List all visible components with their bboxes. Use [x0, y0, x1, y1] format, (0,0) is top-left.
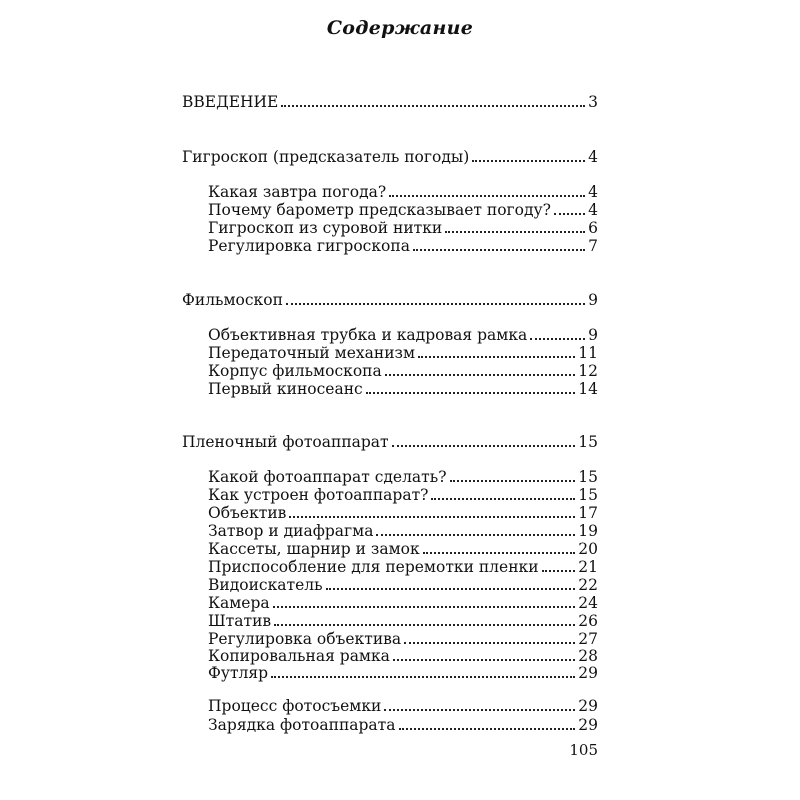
dot-leader [423, 552, 576, 554]
toc-subentry [208, 380, 598, 398]
toc-entry-label: Штатив [208, 612, 272, 630]
toc-entry-page: 29 [578, 664, 598, 682]
toc-entry-page: 6 [588, 219, 598, 237]
toc-entry-page: 9 [588, 291, 598, 309]
toc-subentry [208, 237, 598, 255]
toc-subentry [208, 716, 598, 734]
page-number: 105 [569, 741, 598, 759]
toc-subentry [208, 522, 598, 540]
toc-subentry [208, 664, 598, 682]
toc-subentry [208, 697, 598, 715]
toc-entry-page: 14 [578, 380, 598, 398]
dot-leader [542, 570, 576, 572]
toc-entry-label: Почему барометр предсказывает погоду? [208, 201, 551, 219]
toc-subentry [208, 183, 598, 201]
toc-entry-page: 7 [588, 237, 598, 255]
toc-entry-label: Процесс фотосъемки [208, 697, 382, 715]
page-title: Содержание [326, 17, 474, 39]
toc-entry-label: Какая завтра погода? [208, 183, 387, 201]
dot-leader [393, 659, 575, 661]
toc-entry-label: Гигроскоп из суровой нитки [208, 219, 443, 237]
dot-leader [554, 213, 585, 215]
toc-entry-film-camera [182, 433, 598, 451]
toc-entry-label: Регулировка гигроскопа [208, 237, 410, 255]
toc-entry-label: Затвор и диафрагма [208, 522, 374, 540]
toc-entry-page: 20 [578, 540, 598, 558]
toc-entry-page: 29 [578, 697, 598, 715]
dot-leader [389, 195, 585, 197]
toc-entry-page: 3 [588, 93, 598, 111]
toc-entry-page: 15 [578, 486, 598, 504]
toc-subentry [208, 504, 598, 522]
toc-entry-page: 26 [578, 612, 598, 630]
toc-subentry [208, 647, 598, 665]
dot-leader [450, 480, 576, 482]
dot-leader [418, 356, 575, 358]
toc-subentry [208, 576, 598, 594]
dot-leader [289, 516, 575, 518]
dot-leader [385, 374, 576, 376]
dot-leader [392, 445, 576, 447]
toc-entry-page: 11 [578, 344, 598, 362]
toc-subentry [208, 219, 598, 237]
toc-entry-label: ВВЕДЕНИЕ [182, 93, 279, 111]
toc-entry-label: Приспособление для перемотки пленки [208, 558, 539, 576]
toc-entry-page: 27 [578, 630, 598, 648]
toc-entry-page: 19 [578, 522, 598, 540]
toc-entry-page: 15 [578, 433, 598, 451]
toc-entry-label: Как устроен фотоаппарат? [208, 486, 429, 504]
dot-leader [286, 303, 585, 305]
toc-subentry [208, 594, 598, 612]
toc-entry-page: 22 [578, 576, 598, 594]
dot-leader [281, 105, 585, 107]
dot-leader [530, 338, 585, 340]
toc-entry-page: 21 [578, 558, 598, 576]
dot-leader [273, 606, 576, 608]
toc-entry-page: 4 [588, 201, 598, 219]
dot-leader [384, 709, 575, 711]
dot-leader [413, 249, 585, 251]
toc-entry-page: 29 [578, 716, 598, 734]
dot-leader [404, 642, 575, 644]
toc-subentry [208, 486, 598, 504]
toc-entry-label: Зарядка фотоаппарата [208, 716, 396, 734]
toc-entry-page: 17 [578, 504, 598, 522]
toc-subentry [208, 540, 598, 558]
toc-entry-label: Первый киносеанс [208, 380, 363, 398]
toc-entry-page: 12 [578, 362, 598, 380]
toc-entry-page: 28 [578, 647, 598, 665]
toc-subentry [208, 326, 598, 344]
toc-subentry [208, 468, 598, 486]
toc-entry-introduction [182, 93, 598, 111]
toc-entry-page: 24 [578, 594, 598, 612]
toc-entry-hygroscope [182, 148, 598, 166]
toc-subentry [208, 612, 598, 630]
toc-entry-label: Объектив [208, 504, 287, 522]
dot-leader [431, 498, 575, 500]
toc-entry-label: Футляр [208, 664, 269, 682]
dot-leader [376, 534, 575, 536]
toc-entry-filmoscope [182, 291, 598, 309]
toc-entry-label: Регулировка объектива [208, 630, 402, 648]
dot-leader [445, 231, 585, 233]
toc-subentry [208, 362, 598, 380]
dot-leader [274, 624, 575, 626]
toc-entry-label: Корпус фильмоскопа [208, 362, 382, 380]
toc-entry-label: Видоискатель [208, 576, 323, 594]
dot-leader [472, 160, 585, 162]
toc-subentry [208, 630, 598, 648]
toc-entry-label: Гигроскоп (предсказатель погоды) [182, 148, 470, 166]
toc-entry-label: Кассеты, шарнир и замок [208, 540, 420, 558]
dot-leader [366, 392, 576, 394]
toc-entry-label: Фильмоскоп [182, 291, 283, 309]
toc-entry-label: Какой фотоаппарат сделать? [208, 468, 447, 486]
toc-entry-page: 4 [588, 183, 598, 201]
toc-entry-page: 15 [578, 468, 598, 486]
dot-leader [271, 676, 575, 678]
toc-entry-label: Камера [208, 594, 270, 612]
toc-entry-label: Передаточный механизм [208, 344, 416, 362]
dot-leader [326, 588, 576, 590]
toc-subentry [208, 201, 598, 219]
toc-subentry [208, 558, 598, 576]
dot-leader [399, 728, 576, 730]
toc-entry-label: Копировальная рамка [208, 647, 390, 665]
toc-entry-page: 4 [588, 148, 598, 166]
toc-subentry [208, 344, 598, 362]
toc-entry-page: 9 [588, 326, 598, 344]
toc-entry-label: Пленочный фотоаппарат [182, 433, 389, 451]
toc-entry-label: Объективная трубка и кадровая рамка [208, 326, 528, 344]
